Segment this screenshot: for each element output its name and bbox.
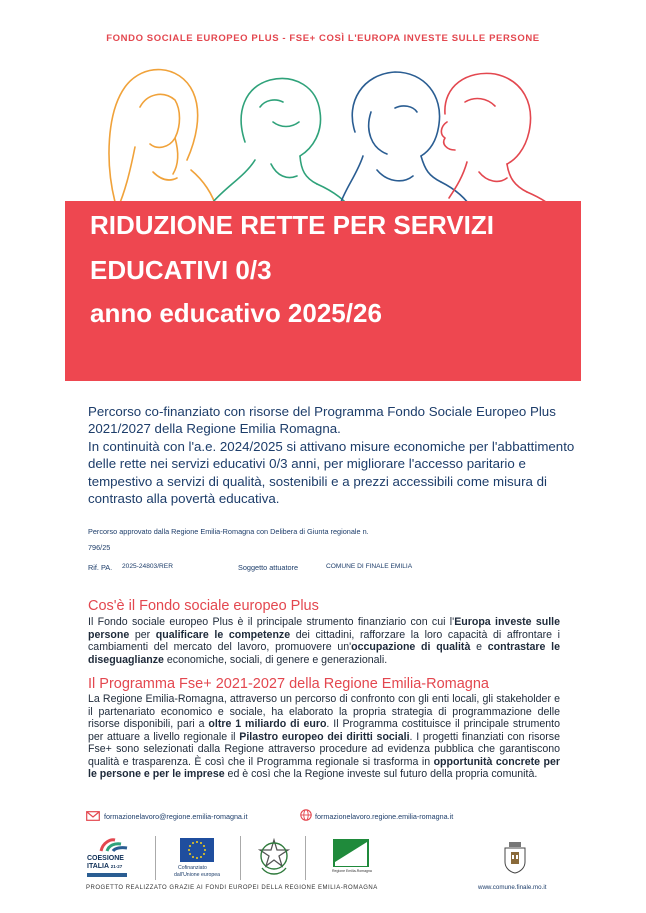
italy-emblem-logo [256,838,292,878]
person-blue-figure [341,72,473,210]
intro-paragraph-1: Percorso co-finanziato con risorse del Programma Fondo Sociale Europeo Plus 2021/2027 della Regione Emilia Romagna. [88,404,556,437]
title-line-3: anno educativo 2025/26 [90,298,382,328]
section-1-title: Cos'è il Fondo sociale europeo Plus [88,598,319,614]
title-line-1: RIDUZIONE RETTE PER SERVIZI [90,210,495,240]
person-orange-figure [109,70,217,210]
comune-website[interactable]: www.comune.finale.mo.it [478,884,547,891]
emilia-romagna-logo: Regione Emilia-Romagna [332,838,374,876]
globe-icon [300,809,312,821]
coesione-logo: COESIONE ITALIA 21-27 [87,838,145,880]
soggetto-label: Soggetto attuatore [238,563,299,572]
section-2-body: La Regione Emilia-Romagna, attraverso un percorso di confronto con gli enti locali, gli stakeholder e il partenariato economico e sociale, ha elaborato la propria strategia di programmazione delle risorse disponibili, pari a oltre 1 miliardo di euro. Il Programma costituisce il principale strumento per attuare a livello regionale il Pilastro europeo dei diritti sociali. I progetti finanziati con risorse Fse+ sono selezionati dalla Regione attraverso procedure ad evidenza pubblica che garantiscono qualità e trasparenza. È così che il Programma regionale si trasforma in opportunità concrete per le persone e per le imprese ed è così che la Regione investe sul futuro della propria comunità. [88,693,561,780]
person-green-figure [213,79,353,212]
rif-pa-value: 2025-24803/RER [122,563,173,570]
soggetto-value: COMUNE DI FINALE EMILIA [326,563,413,570]
footer-divider [305,836,306,880]
email-link[interactable]: formazionelavoro@regione.emilia-romagna.it [104,812,248,821]
section-2-title: Il Programma Fse+ 2021-2027 della Regione Emilia-Romagna [88,676,489,692]
footer-divider [155,836,156,880]
people-illustration [95,52,565,212]
person-red-figure [441,73,557,212]
footer-note: PROGETTO REALIZZATO GRAZIE AI FONDI EUROPEI DELLA REGIONE EMILIA-ROMAGNA [86,885,378,891]
comune-crest-logo [503,842,527,874]
approval-text: Percorso approvato dalla Regione Emilia-Romagna con Delibera di Giunta regionale n. [88,527,369,536]
intro-text [88,403,583,507]
title-line-2: EDUCATIVI 0/3 [90,255,272,285]
footer-divider [240,836,241,880]
website-link[interactable]: formazionelavoro.regione.emilia-romagna.it [315,812,454,821]
rif-pa-label: Rif. PA. [88,563,113,572]
eu-flag-logo: Cofinanziato dall'Unione europea [168,838,228,882]
email-icon [86,811,100,821]
section-1-body: Il Fondo sociale europeo Plus è il principale strumento finanziario con cui l'Europa investe sulle persone per qualificare le competenze dei cittadini, rafforzare la loro capacità di affrontare i cambiamenti del mercato del lavoro, promuovere un'occupazione di qualità e contrastare le diseguaglianze economiche, sociali, di genere e generazionali. [88,616,561,666]
header-banner: FONDO SOCIALE EUROPEO PLUS - FSE+ COSÌ L'EUROPA INVESTE SULLE PERSONE [106,33,540,44]
approval-number: 796/25 [88,543,111,552]
intro-paragraph-2: In continuità con l'a.e. 2024/2025 si attivano misure economiche per l'abbattimento delle rette nei servizi educativi 0/3 anni, per migliorare l'accesso paritario e tempestivo a servizi di qualità, sostenibili e a prezzi accessibili come misura di contrasto alla povertà educativa. [88,438,575,507]
